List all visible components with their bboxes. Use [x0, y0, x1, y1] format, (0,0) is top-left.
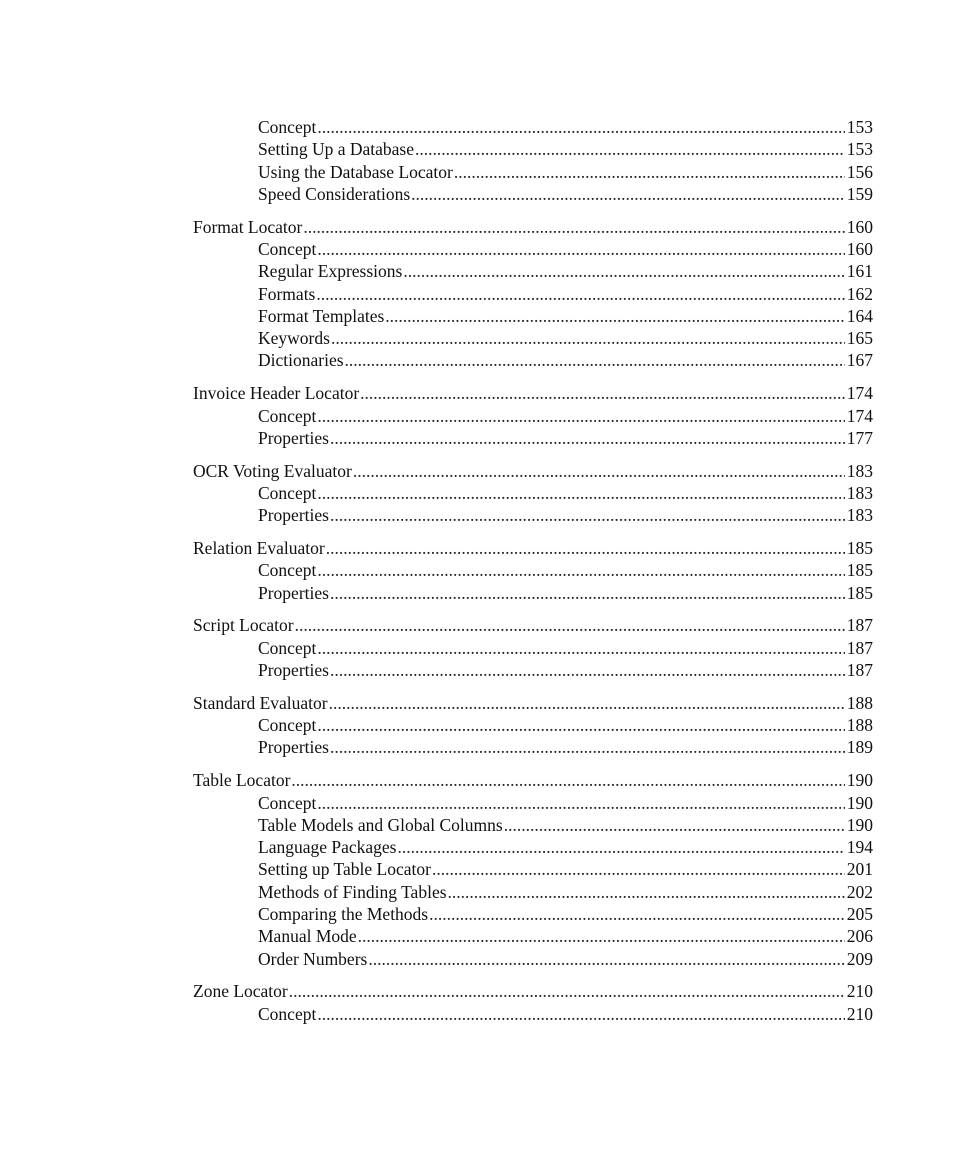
toc-page-number: 174 — [846, 405, 873, 426]
dot-leader — [330, 504, 845, 526]
toc-entry-title: Keywords — [258, 328, 330, 349]
toc-subentry[interactable] — [193, 714, 873, 736]
dot-leader — [368, 948, 844, 970]
dot-leader — [329, 692, 845, 714]
toc-subentry[interactable] — [193, 260, 873, 282]
toc-entry[interactable] — [193, 460, 873, 482]
dot-leader — [289, 980, 845, 1002]
toc-page-number: 210 — [846, 1003, 873, 1024]
toc-entry-title: Formats — [258, 283, 316, 304]
dot-leader — [317, 714, 844, 736]
toc-subentry[interactable] — [193, 659, 873, 681]
toc-subentry[interactable] — [193, 138, 873, 160]
toc-page-number: 188 — [846, 715, 873, 736]
toc-entry-title: Relation Evaluator — [193, 538, 325, 559]
toc-subentry[interactable] — [193, 183, 873, 205]
dot-leader — [432, 858, 845, 880]
toc-subentry[interactable] — [193, 948, 873, 970]
toc-page-number: 165 — [846, 328, 873, 349]
toc-entry-title: Script Locator — [193, 615, 294, 636]
toc-entry-title: Regular Expressions — [258, 261, 403, 282]
dot-leader — [317, 482, 844, 504]
dot-leader — [403, 260, 844, 282]
dot-leader — [317, 238, 844, 260]
dot-leader — [415, 138, 845, 160]
toc-entry-title: Properties — [258, 582, 329, 603]
dot-leader — [317, 116, 844, 138]
toc-page-number: 202 — [846, 881, 873, 902]
toc-page-number: 194 — [846, 837, 873, 858]
toc-subentry[interactable] — [193, 836, 873, 858]
toc-page-number: 187 — [846, 637, 873, 658]
toc-entry-title: Format Templates — [258, 305, 385, 326]
dot-leader — [454, 161, 845, 183]
toc-subentry[interactable] — [193, 238, 873, 260]
dot-leader — [303, 216, 844, 238]
toc-section — [193, 382, 873, 449]
toc-page-number: 187 — [846, 660, 873, 681]
toc-entry[interactable] — [193, 614, 873, 636]
toc-subentry[interactable] — [193, 637, 873, 659]
toc-entry[interactable] — [193, 692, 873, 714]
toc-entry-title: Table Locator — [193, 770, 291, 791]
toc-entry-title: Properties — [258, 660, 329, 681]
toc-page-number: 160 — [846, 216, 873, 237]
toc-page-number: 159 — [846, 183, 873, 204]
toc-section — [193, 614, 873, 681]
table-of-contents — [193, 116, 873, 1035]
toc-entry-title: Concept — [258, 1003, 317, 1024]
toc-entry-title: Setting Up a Database — [258, 139, 414, 160]
toc-section — [193, 116, 873, 205]
toc-page-number: 162 — [846, 283, 873, 304]
toc-entry-title: Concept — [258, 117, 317, 137]
toc-entry-title: Concept — [258, 405, 317, 426]
toc-entry-title: Concept — [258, 637, 317, 658]
toc-entry-title: Concept — [258, 482, 317, 503]
toc-page-number: 188 — [846, 692, 873, 713]
dot-leader — [358, 925, 845, 947]
toc-entry[interactable] — [193, 980, 873, 1002]
dot-leader — [345, 349, 845, 371]
toc-page-number: 185 — [846, 582, 873, 603]
toc-section — [193, 980, 873, 1025]
dot-leader — [326, 537, 845, 559]
dot-leader — [429, 903, 845, 925]
dot-leader — [316, 283, 844, 305]
toc-subentry[interactable] — [193, 1003, 873, 1025]
toc-subentry[interactable] — [193, 559, 873, 581]
toc-entry-title: Comparing the Methods — [258, 904, 429, 924]
toc-page-number: 185 — [846, 560, 873, 581]
toc-entry-title: Properties — [258, 737, 329, 758]
toc-subentry[interactable] — [193, 116, 873, 138]
toc-page-number: 190 — [846, 814, 873, 835]
dot-leader — [385, 305, 844, 327]
toc-page-number: 167 — [846, 350, 873, 371]
toc-entry-title: OCR Voting Evaluator — [193, 460, 352, 481]
toc-page-number: 201 — [846, 859, 873, 880]
toc-page-number: 185 — [846, 538, 873, 559]
toc-page-number: 174 — [846, 383, 873, 404]
toc-subentry[interactable] — [193, 858, 873, 880]
toc-subentry[interactable] — [193, 305, 873, 327]
toc-entry-title: Standard Evaluator — [193, 692, 328, 713]
dot-leader — [411, 183, 845, 205]
toc-entry-title: Invoice Header Locator — [193, 383, 360, 404]
dot-leader — [330, 582, 845, 604]
dot-leader — [317, 792, 844, 814]
toc-subentry[interactable] — [193, 405, 873, 427]
toc-page-number: 156 — [846, 161, 873, 182]
toc-entry-title: Concept — [258, 715, 317, 736]
dot-leader — [360, 382, 845, 404]
toc-page-number: 153 — [846, 117, 873, 137]
dot-leader — [317, 405, 844, 427]
toc-entry[interactable] — [193, 216, 873, 238]
toc-page-number: 153 — [846, 139, 873, 160]
toc-page-number: 205 — [846, 904, 873, 924]
toc-subentry[interactable] — [193, 903, 873, 925]
toc-subentry[interactable] — [193, 814, 873, 836]
toc-subentry[interactable] — [193, 925, 873, 947]
dot-leader — [504, 814, 845, 836]
dot-leader — [330, 427, 845, 449]
toc-entry-title: Properties — [258, 427, 329, 448]
toc-subentry[interactable] — [193, 283, 873, 305]
toc-entry-title: Language Packages — [258, 837, 397, 858]
toc-page-number: 187 — [846, 615, 873, 636]
toc-section — [193, 460, 873, 527]
dot-leader — [291, 769, 844, 791]
toc-subentry[interactable] — [193, 482, 873, 504]
toc-subentry[interactable] — [193, 349, 873, 371]
toc-entry-title: Properties — [258, 505, 329, 526]
toc-entry-title: Format Locator — [193, 216, 303, 237]
toc-page-number: 160 — [846, 238, 873, 259]
toc-subentry[interactable] — [193, 881, 873, 903]
dot-leader — [317, 1003, 844, 1025]
toc-subentry[interactable] — [193, 792, 873, 814]
dot-leader — [317, 637, 844, 659]
dot-leader — [353, 460, 845, 482]
dot-leader — [448, 881, 845, 903]
toc-page-number: 206 — [846, 926, 873, 947]
toc-entry[interactable] — [193, 537, 873, 559]
toc-page-number: 183 — [846, 460, 873, 481]
toc-section — [193, 692, 873, 759]
toc-entry-title: Dictionaries — [258, 350, 344, 371]
dot-leader — [295, 614, 845, 636]
toc-subentry[interactable] — [193, 582, 873, 604]
toc-page-number: 161 — [846, 261, 873, 282]
toc-page-number: 210 — [846, 981, 873, 1002]
toc-page-number: 189 — [846, 737, 873, 758]
toc-subentry[interactable] — [193, 736, 873, 758]
toc-entry-title: Concept — [258, 560, 317, 581]
toc-subentry[interactable] — [193, 161, 873, 183]
toc-subentry[interactable] — [193, 504, 873, 526]
toc-entry-title: Speed Considerations — [258, 183, 411, 204]
toc-entry-title: Concept — [258, 792, 317, 813]
toc-entry-title: Manual Mode — [258, 926, 357, 947]
toc-page-number: 164 — [846, 305, 873, 326]
toc-entry-title: Using the Database Locator — [258, 161, 453, 182]
dot-leader — [330, 659, 845, 681]
toc-subentry[interactable] — [193, 427, 873, 449]
toc-entry-title: Order Numbers — [258, 948, 368, 969]
toc-entry[interactable] — [193, 382, 873, 404]
toc-page-number: 183 — [846, 505, 873, 526]
dot-leader — [331, 327, 845, 349]
dot-leader — [397, 836, 844, 858]
toc-page-number: 183 — [846, 482, 873, 503]
dot-leader — [317, 559, 844, 581]
toc-section — [193, 769, 873, 970]
toc-section — [193, 216, 873, 372]
toc-page-number: 209 — [846, 948, 873, 969]
toc-entry-title: Table Models and Global Columns — [258, 814, 503, 835]
dot-leader — [330, 736, 845, 758]
toc-entry-title: Zone Locator — [193, 981, 288, 1002]
toc-page-number: 190 — [846, 770, 873, 791]
toc-entry-title: Methods of Finding Tables — [258, 881, 447, 902]
toc-entry-title: Setting up Table Locator — [258, 859, 431, 880]
toc-subentry[interactable] — [193, 327, 873, 349]
toc-entry[interactable] — [193, 769, 873, 791]
toc-section — [193, 537, 873, 604]
toc-page-number: 190 — [846, 792, 873, 813]
toc-page-number: 177 — [846, 427, 873, 448]
toc-entry-title: Concept — [258, 238, 317, 259]
